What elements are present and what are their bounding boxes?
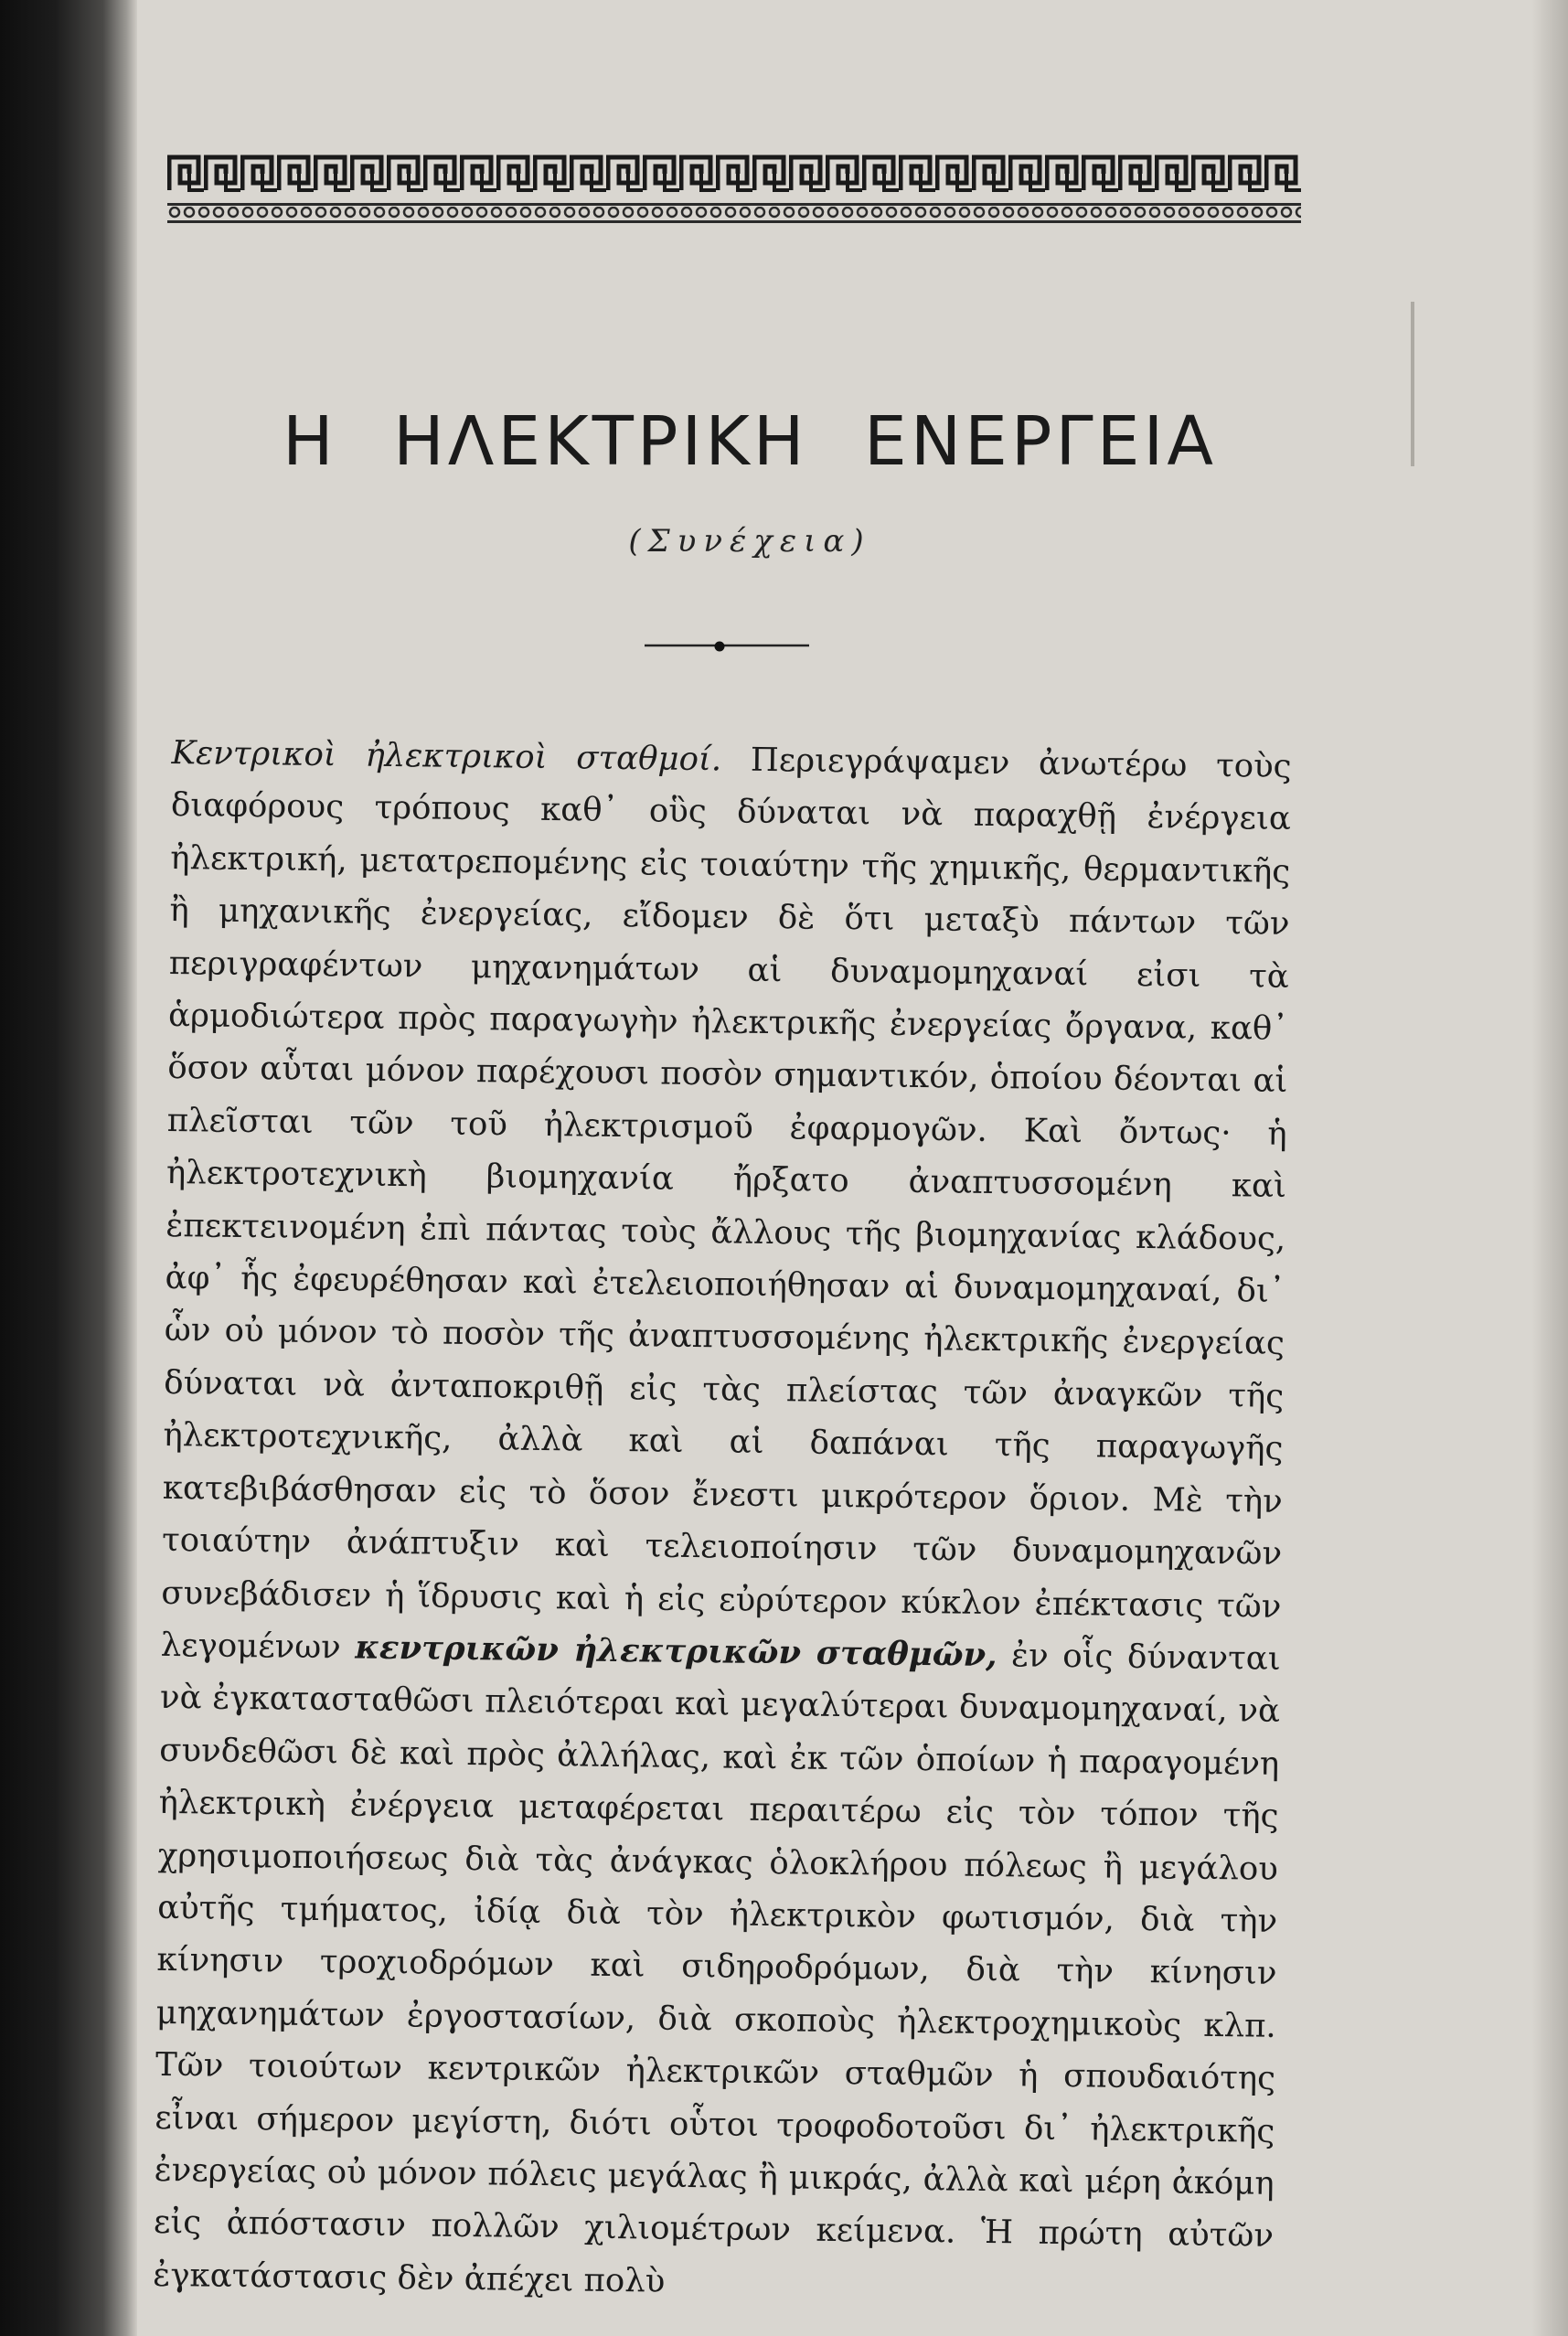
page-title: Η ΗΛΕΚΤΡΙΚΗ ΕΝΕΡΓΕΙΑ (283, 402, 1217, 481)
page-right-edge (1531, 0, 1568, 2336)
wave-border-strip (167, 203, 1301, 223)
paper-crease (1411, 302, 1414, 466)
page-subtitle: (Συνέχεια) (628, 523, 871, 560)
article-text-part1: Περιεγράψαμεν ἀνωτέρω τοὺς διαφόρους τρόπους καθ᾽ οὓς δύναται νὰ παραχθῇ ἐνέργεια ἠλεκτρική, μετατρεπομένης εἰς τοιαύτην τῆς χημικῆς, θερμαντικῆς ἢ μηχανικῆς ἐνεργείας, εἴδομεν δὲ ὅτι μεταξὺ πάντων τῶν περιγραφέντων μηχανημάτων αἱ δυναμομηχαναί εἰσι τὰ ἁρμοδιώτερα πρὸς παραγωγὴν ἠλεκτρικῆς ἐνεργείας ὄργανα, καθ᾽ ὅσον αὗται μόνον παρέχουσι ποσὸν σημαντικόν, ὁποίου δέονται αἱ πλεῖσται τῶν τοῦ ἠλεκτρισμοῦ ἐφαρμογῶν. Καὶ ὄντως· ἡ ἠλεκτροτεχνικὴ βιομηχανία ἤρξατο ἀναπτυσσομένη καὶ ἐπεκτεινομένη ἐπὶ πάντας τοὺς ἄλλους τῆς βιομηχανίας κλάδους, ἀφ᾽ ἧς ἐφευρέθησαν καὶ ἐτελειοποιήθησαν αἱ δυναμομηχαναί, δι᾽ ὧν οὐ μόνον τὸ ποσὸν τῆς ἀναπτυσσομένης ἠλεκτρικῆς ἐνεργείας δύναται νὰ ἀνταποκριθῇ εἰς τὰς πλείστας τῶν ἀναγκῶν τῆς ἠλεκτροτεχνικῆς, ἀλλὰ καὶ αἱ δαπάναι τῆς παραγωγῆς κατεβιβάσθησαν εἰς τὸ ὅσον ἔνεστι μικρότερον ὅριον. Μὲ τὴν τοιαύτην ἀνάπτυξιν καὶ τελειοποίησιν τῶν δυναμομηχανῶν συνεβάδισεν ἡ ἵδρυσις καὶ ἡ εἰς εὐρύτερον κύκλον ἐπέκτασις τῶν λεγομένων (160, 741, 1292, 1667)
divider-ornament (645, 631, 809, 660)
article-text-part2: ἐν οἷς δύνανται νὰ ἐγκατασταθῶσι πλειότεραι καὶ μεγαλύτεραι δυναμομηχαναί, νὰ συνδεθῶσι δὲ καὶ πρὸς ἀλλήλας, καὶ ἐκ τῶν ὁποίων ἡ παραγομένη ἠλεκτρικὴ ἐνέργεια μεταφέρεται περαιτέρω εἰς τὸν τόπον τῆς χρησιμοποιήσεως διὰ τὰς ἀνάγκας ὁλοκλήρου πόλεως ἢ μεγάλου αὐτῆς τμήματος, ἰδίᾳ διὰ τὸν ἠλεκτρικὸν φωτισμόν, διὰ τὴν κίνησιν τροχιοδρόμων καὶ σιδηροδρόμων, διὰ τὴν κίνησιν μηχανημάτων ἐργοστασίων, διὰ σκοποὺς ἠλεκτροχημικοὺς κλπ. Τῶν τοιούτων κεντρικῶν ἠλεκτρικῶν σταθμῶν ἡ σπουδαιότης εἶναι σήμερον μεγίστη, διότι οὗτοι τροφοδοτοῦσι δι᾽ ἠλεκτρικῆς ἐνεργείας οὐ μόνον πόλεις μεγάλας ἢ μικράς, ἀλλὰ καὶ μέρη ἀκόμη εἰς ἀπόστασιν πολλῶν χιλιομέτρων κείμενα. Ἡ πρώτη αὐτῶν ἐγκατάστασις δὲν ἀπέχει πολὺ (153, 1637, 1281, 2300)
emphasized-term: κεντρικῶν ἠλεκτρικῶν σταθμῶν, (355, 1628, 997, 1675)
article-body (153, 727, 1292, 2315)
greek-key-border (167, 154, 1301, 192)
section-heading-inline: Κεντρικοὶ ἠλεκτρικοὶ σταθμοί. (171, 733, 722, 779)
book-gutter-shadow (0, 0, 137, 2336)
